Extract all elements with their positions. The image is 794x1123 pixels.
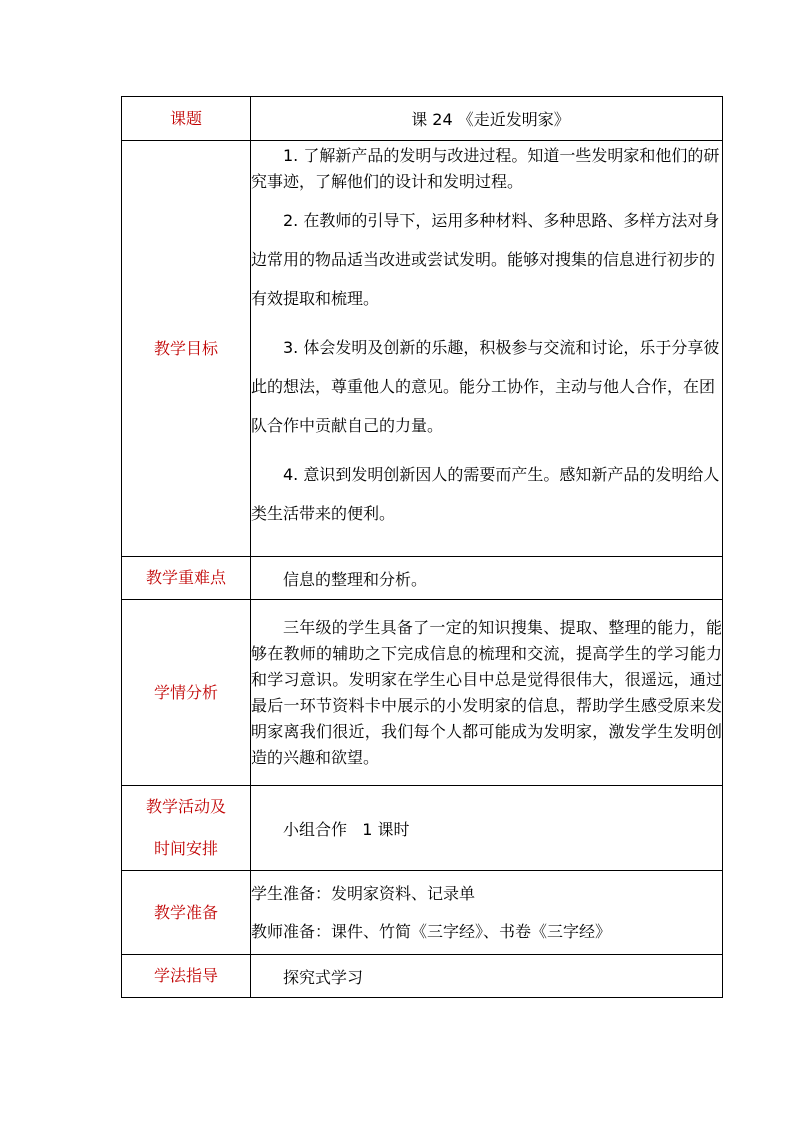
- row-method: [122, 955, 723, 998]
- objectives-label: 教学目标: [122, 141, 251, 557]
- objective-item: 3. 体会发明及创新的乐趣，积极参与交流和讨论，乐于分享彼此的想法，尊重他人的意见。能分工协作，主动与他人合作，在团队合作中贡献自己的力量。: [251, 338, 720, 435]
- title-label: 课题: [122, 97, 251, 141]
- method-label: 学法指导: [122, 955, 251, 998]
- key-points-cell: [251, 557, 723, 600]
- lesson-plan-table: [121, 96, 723, 998]
- objective-item: 1. 了解新产品的发明与改进过程。知道一些发明家和他们的研究事迹，了解他们的设计和发明过程。: [251, 146, 720, 191]
- activities-value: 小组合作 1 课时: [283, 819, 410, 839]
- row-student-analysis: [122, 600, 723, 786]
- key-points-label: 教学重难点: [122, 557, 251, 600]
- student-analysis-text: 三年级的学生具备了一定的知识搜集、提取、整理的能力，能够在教师的辅助之下完成信息的梳理和交流，提高学生的学习能力和学习意识。发明家在学生心目中总是觉得很伟大，很遥远，通过最后一环节资料卡中展示的小发明家的信息，帮助学生感受原来发明家离我们很近，我们每个人都可能成为发明家，激发学生发明创造的兴趣和欲望。: [251, 617, 722, 767]
- row-objectives: [122, 141, 723, 557]
- activities-cell: [251, 786, 723, 871]
- row-key-points: [122, 557, 723, 600]
- method-cell: [251, 955, 723, 998]
- row-activities: [122, 786, 723, 871]
- objective-item: 4. 意识到发明创新因人的需要而产生。感知新产品的发明给人类生活带来的便利。: [251, 465, 720, 523]
- activities-label-line2: 时间安排: [153, 839, 218, 858]
- activities-label: [122, 786, 251, 871]
- row-title: [122, 97, 723, 141]
- method-value: 探究式学习: [283, 967, 364, 987]
- preparation-teacher: 教师准备：课件、竹简《三字经》、书卷《三字经》: [251, 921, 612, 941]
- objectives-cell: [251, 141, 723, 557]
- title-value-cell: [251, 97, 723, 141]
- preparation-cell: [251, 871, 723, 955]
- lesson-title: 课 24 《走近发明家》: [411, 110, 570, 129]
- objective-item: 2. 在教师的引导下，运用多种材料、多种思路、多样方法对身边常用的物品适当改进或尝试发明。能够对搜集的信息进行初步的有效提取和梳理。: [251, 211, 720, 308]
- preparation-label: 教学准备: [122, 871, 251, 955]
- row-preparation: [122, 871, 723, 955]
- student-analysis-label: 学情分析: [122, 600, 251, 786]
- key-points-value: 信息的整理和分析。: [283, 569, 428, 589]
- activities-label-line1: 教学活动及: [145, 797, 226, 816]
- preparation-student: 学生准备：发明家资料、记录单: [251, 883, 476, 903]
- student-analysis-cell: [251, 600, 723, 786]
